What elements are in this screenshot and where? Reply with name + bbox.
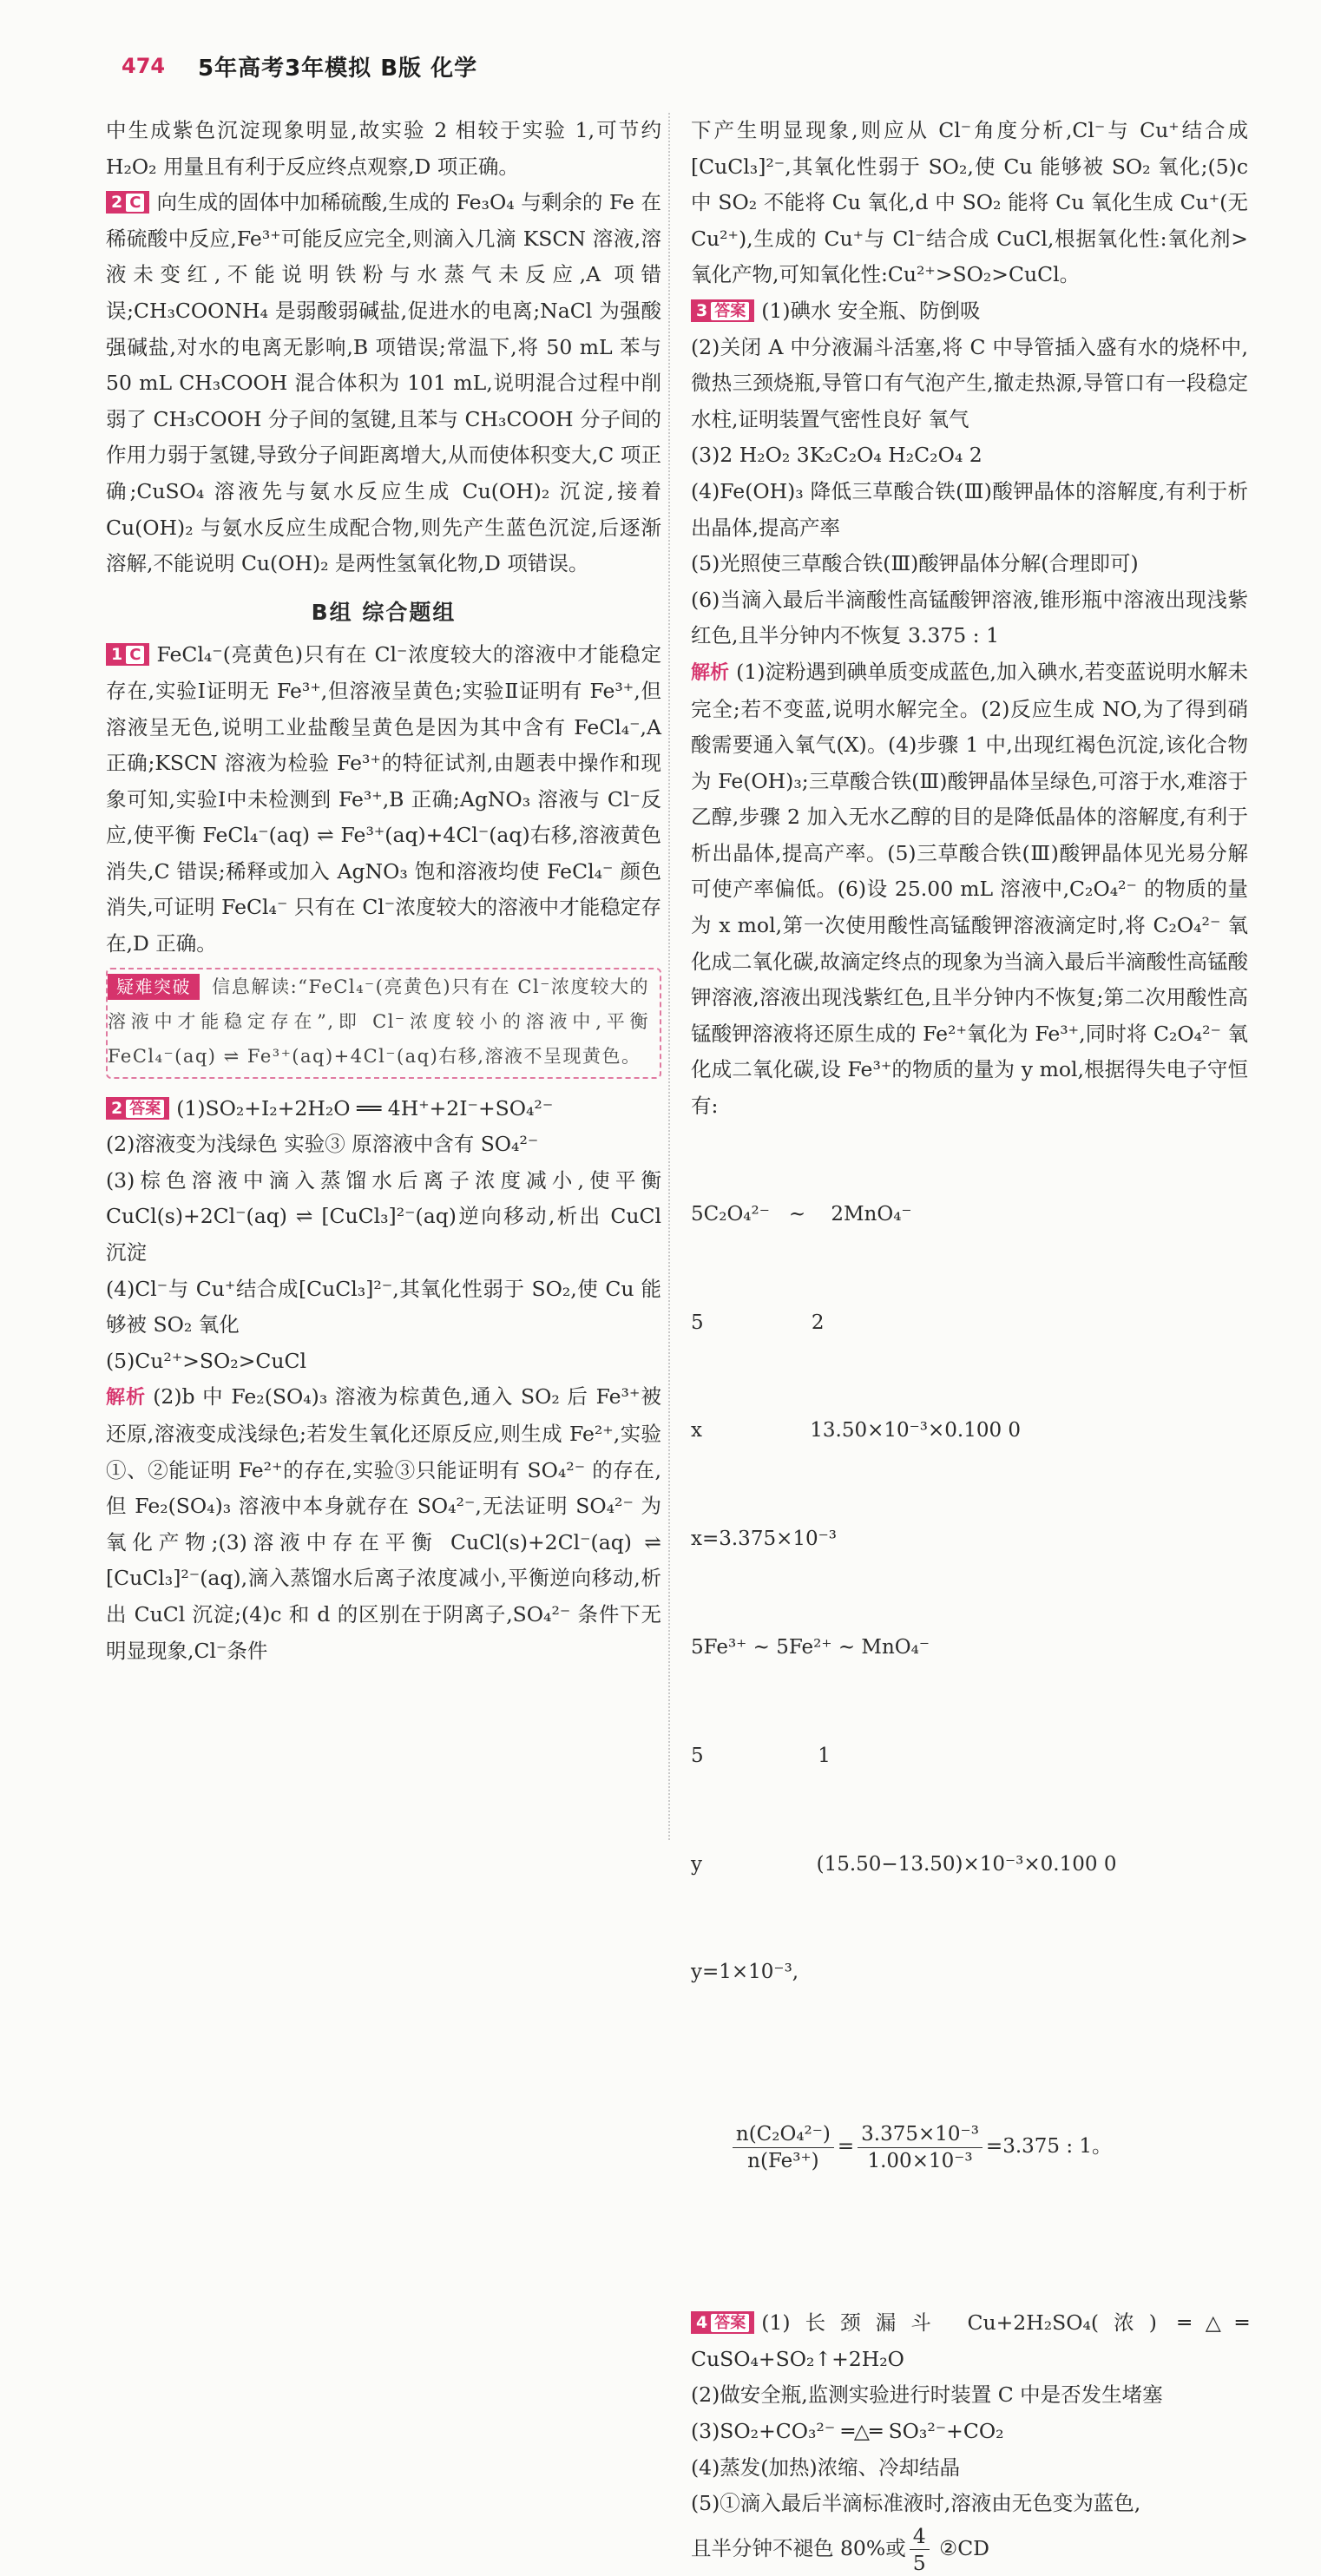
calc-line: x 13.50×10⁻³×0.100 0 bbox=[691, 1419, 1022, 1442]
analysis-text: (2)b 中 Fe₂(SO₄)₃ 溶液为棕黄色,通入 SO₂ 后 Fe³⁺被还原,溶液变成浅绿色;若发生氧化还原反应,则生成 Fe²⁺,实验①、②能证明 Fe²⁺的存在,实验③只能证明有 SO₄²⁻ 的存在,但 Fe₂(SO₄)₃ 溶液中本身就存在 SO₄²⁻,无法证明 SO₄²⁻ 为氧化产物;(3)溶液中存在平衡 CuCl(s)+2Cl⁻(aq) ⇌ [CuCl₃]²⁻(aq),滴入蒸馏水后离子浓度减小,平衡逆向移动,析出 CuCl 沉淀;(4)c 和 d 的区别在于阴离子,SO₄²⁻ 条件下无明显现象,Cl⁻条件 bbox=[106, 1384, 661, 1663]
answer-line: (5)①滴入最后半滴标准液时,溶液由无色变为蓝色, bbox=[691, 2491, 1141, 2516]
calc-line: 5 2 bbox=[691, 1311, 825, 1334]
answer-line: (2)做安全瓶,监测实验进行时装置 C 中是否发生堵塞 bbox=[691, 2382, 1163, 2408]
calc-line: x=3.375×10⁻³ bbox=[691, 1528, 837, 1551]
right-column bbox=[691, 113, 1248, 2576]
calc-line: 5 1 bbox=[691, 1744, 831, 1767]
calc-line: 5Fe³⁺ ~ 5Fe²⁺ ~ MnO₄⁻ bbox=[691, 1635, 930, 1659]
answer-line: (5)Cu²⁺>SO₂>CuCl bbox=[106, 1348, 307, 1373]
question-number-tag: 1 C bbox=[106, 643, 149, 666]
question-b3-answer bbox=[691, 293, 1248, 330]
answer-line: (1)长颈漏斗 Cu+2H₂SO₄(浓) ═△═ CuSO₄+SO₂↑+2H₂O bbox=[691, 2310, 1248, 2371]
question-b4-answer bbox=[691, 2305, 1248, 2377]
column-divider bbox=[668, 113, 670, 1840]
question-number-tag: 4 答案 bbox=[691, 2311, 754, 2334]
answer-line: (3)SO₂+CO₃²⁻ ═△═ SO₃²⁻+CO₂ bbox=[691, 2419, 1004, 2444]
answer-line: (4)Cl⁻与 Cu⁺结合成[CuCl₃]²⁻,其氧化性弱于 SO₂,使 Cu 能够被 SO₂ 氧化 bbox=[106, 1276, 661, 1337]
fraction: $\frac{\text{3.375×10⁻³}}{\text{1.00×10⁻³}}$ bbox=[858, 2121, 983, 2174]
calc-line: y (15.50−13.50)×10⁻³×0.100 0 bbox=[691, 1852, 1117, 1876]
explanation-text: FeCl₄⁻(亮黄色)只有在 Cl⁻浓度较大的溶液中才能稳定存在,实验Ⅰ证明无 Fe³⁺,但溶液呈黄色;实验Ⅱ证明有 Fe³⁺,但溶液呈无色,说明工业盐酸呈黄色是因为其中含有 FeCl₄⁻,A 正确;KSCN 溶液为检验 Fe³⁺的特征试剂,由题表中操作和现象可知,实验Ⅰ中未检测到 Fe³⁺,B 正确;AgNO₃ 溶液与 Cl⁻反应,使平衡 FeCl₄⁻(aq) ⇌ Fe³⁺(aq)+4Cl⁻(aq)右移,溶液黄色消失,C 错误;稀释或加入 AgNO₃ 饱和溶液均使 FeCl₄⁻ 颜色消失,可证明 FeCl₄⁻ 只有在 Cl⁻浓度较大的溶液中才能稳定存在,D 正确。 bbox=[106, 642, 661, 956]
answer-line: (1)碘水 安全瓶、防倒吸 bbox=[761, 298, 981, 323]
calc-line: y=1×10⁻³, bbox=[691, 1961, 799, 1984]
note-label: 疑难突破 bbox=[108, 974, 200, 1000]
left-column bbox=[106, 113, 661, 1669]
answer-line: (2)溶液变为浅绿色 实验③ 原溶液中含有 SO₄²⁻ bbox=[106, 1132, 539, 1157]
fraction: $\frac{4}{5}$ bbox=[910, 2523, 930, 2576]
ratio-equation: $\frac{\text{n(C₂O₄²⁻)}}{\text{n(Fe³⁺)}}$ = $\frac{\text{3.375×10⁻³}}{\text{1.00×10⁻³}}$ =3.375 : 1。 bbox=[691, 2063, 1248, 2230]
book-title: 5年高考3年模拟 B版 化学 bbox=[198, 56, 478, 82]
page-header bbox=[0, 0, 1321, 104]
answer-line: (6)当滴入最后半滴酸性高锰酸钾溶液,锥形瓶中溶液出现浅紫红色,且半分钟内不恢复 3.375 : 1 bbox=[691, 587, 1248, 648]
answer-line: (4)蒸发(加热)浓缩、冷却结晶 bbox=[691, 2454, 961, 2480]
question-b1-answer bbox=[106, 637, 661, 962]
answer-line: (3)棕色溶液中滴入蒸馏水后离子浓度减小,使平衡 CuCl(s)+2Cl⁻(aq) ⇌ [CuCl₃]²⁻(aq)逆向移动,析出 CuCl 沉淀 bbox=[106, 1167, 661, 1265]
question-number-tag: 2 C bbox=[106, 191, 149, 214]
page-number: 474 bbox=[122, 54, 166, 78]
paragraph: 下产生明显现象,则应从 Cl⁻角度分析,Cl⁻与 Cu⁺结合成[CuCl₃]²⁻,其氧化性弱于 SO₂,使 Cu 能够被 SO₂ 氧化;(5)c 中 SO₂ 不能将 Cu 氧化,d 中 SO₂ 能将 Cu 氧化生成 Cu⁺(无 Cu²⁺),生成的 Cu⁺与 Cl⁻结合成 CuCl,根据氧化性:氧化剂>氧化产物,可知氧化性:Cu²⁺>SO₂>CuCl。 bbox=[691, 118, 1248, 287]
answer-line: (2)关闭 A 中分液漏斗活塞,将 C 中导管插入盛有水的烧杯中,微热三颈烧瓶,导管口有气泡产生,撤走热源,导管口有一段稳定水柱,证明装置气密性良好 氧气 bbox=[691, 334, 1248, 431]
analysis-label: 解析 bbox=[691, 661, 730, 684]
note-text: 信息解读:“FeCl₄⁻(亮黄色)只有在 Cl⁻浓度较大的溶液中才能稳定存在”,即 Cl⁻浓度较小的溶液中,平衡 FeCl₄⁻(aq) ⇌ Fe³⁺(aq)+4Cl⁻(aq)右移,溶液不呈现黄色。 bbox=[108, 976, 649, 1067]
analysis bbox=[691, 654, 1248, 1125]
difficulty-note bbox=[106, 968, 661, 1079]
fraction: $\frac{\text{n(C₂O₄²⁻)}}{\text{n(Fe³⁺)}}$ bbox=[733, 2121, 834, 2174]
question-number-tag: 3 答案 bbox=[691, 299, 754, 322]
question-2-answer bbox=[106, 185, 661, 582]
calculation-block bbox=[691, 1125, 1248, 2303]
group-title: B组 综合题组 bbox=[311, 599, 457, 625]
analysis-text: (1)淀粉遇到碘单质变成蓝色,加入碘水,若变蓝说明水解未完全;若不变蓝,说明水解完全。(2)反应生成 NO,为了得到硝酸需要通入氧气(X)。(4)步骤 1 中,出现红褐色沉淀,该化合物为 Fe(OH)₃;三草酸合铁(Ⅲ)酸钾晶体呈绿色,可溶于水,难溶于乙醇,步骤 2 加入无水乙醇的目的是降低晶体的溶解度,有利于析出晶体,提高产率。(5)三草酸合铁(Ⅲ)酸钾晶体见光易分解可使产率偏低。(6)设 25.00 mL 溶液中,C₂O₄²⁻ 的物质的量为 x mol,第一次使用酸性高锰酸钾溶液滴定时,将 C₂O₄²⁻ 氧化成二氧化碳,故滴定终点的现象为当滴入最后半滴酸性高锰酸钾溶液,溶液出现浅紫红色,且半分钟内不恢复;第二次用酸性高锰酸钾溶液将还原生成的 Fe²⁺氧化为 Fe³⁺,同时将 C₂O₄²⁻ 氧化成二氧化碳,设 Fe³⁺的物质的量为 y mol,根据得失电子守恒有: bbox=[691, 659, 1248, 1119]
analysis-label: 解析 bbox=[106, 1387, 147, 1410]
answer-line: 且半分钟不褪色 80%或 $\frac{4}{5}$ ②CD bbox=[691, 2523, 990, 2575]
paragraph: 中生成紫色沉淀现象明显,故实验 2 相较于实验 1,可节约 H₂O₂ 用量且有利于反应终点观察,D 项正确。 bbox=[106, 118, 661, 179]
question-b2-answer bbox=[106, 1091, 661, 1127]
explanation-text: 向生成的固体中加稀硫酸,生成的 Fe₃O₄ 与剩余的 Fe 在稀硫酸中反应,Fe³⁺可能反应完全,则滴入几滴 KSCN 溶液,溶液未变红,不能说明铁粉与水蒸气未反应,A 项错误;CH₃COONH₄ 是弱酸弱碱盐,促进水的电离;NaCl 为强酸强碱盐,对水的电离无影响,B 项错误;常温下,将 50 mL 苯与 50 mL CH₃COOH 混合体积为 101 mL,说明混合过程中削弱了 CH₃COOH 分子间的氢键,且苯与 CH₃COOH 分子间的作用力弱于氢键,导致分子间距离增大,从而使体积变大,C 项正确;CuSO₄ 溶液先与氨水反应生成 Cu(OH)₂ 沉淀,接着 Cu(OH)₂ 与氨水反应生成配合物,则先产生蓝色沉淀,后逐渐溶解,不能说明 Cu(OH)₂ 是两性氢氧化物,D 项错误。 bbox=[106, 190, 661, 576]
answer-line: (3)2 H₂O₂ 3K₂C₂O₄ H₂C₂O₄ 2 bbox=[691, 443, 983, 468]
calc-line: 5C₂O₄²⁻ ~ 2MnO₄⁻ bbox=[691, 1202, 912, 1226]
answer-line: (5)光照使三草酸合铁(Ⅲ)酸钾晶体分解(合理即可) bbox=[691, 551, 1139, 576]
question-number-tag: 2 答案 bbox=[106, 1097, 169, 1120]
answer-line: (4)Fe(OH)₃ 降低三草酸合铁(Ⅲ)酸钾晶体的溶解度,有利于析出晶体,提高产率 bbox=[691, 478, 1248, 540]
answer-line: (1)SO₂+I₂+2H₂O ══ 4H⁺+2I⁻+SO₄²⁻ bbox=[176, 1095, 554, 1120]
analysis bbox=[106, 1379, 661, 1669]
